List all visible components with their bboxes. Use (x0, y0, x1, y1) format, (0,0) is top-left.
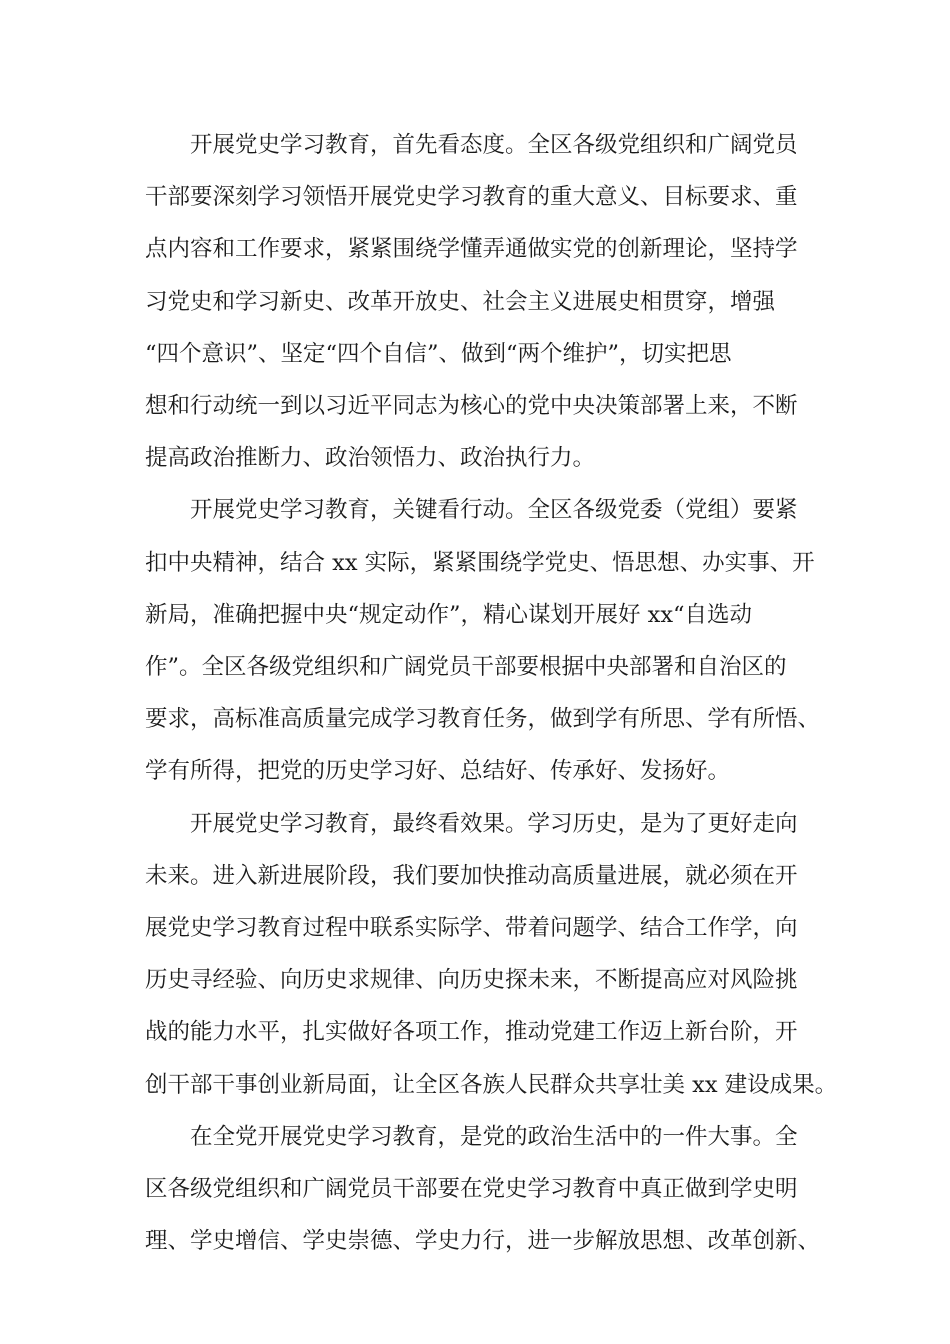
text-line: 作”。全区各级党组织和广阔党员干部要根据中央部署和自治区的 (145, 654, 787, 680)
text-line: 干部要深刻学习领悟开展党史学习教育的重大意义、目标要求、重 (145, 184, 798, 211)
text-line: 开展党史学习教育，最终看效果。学习历史，是为了更好走向 (145, 810, 798, 837)
text-line: 展党史学习教育过程中联系实际学、带着问题学、结合工作学，向 (145, 915, 798, 941)
text-line: 历史寻经验、向历史求规律、向历史探未来，不断提高应对风险挑 (145, 967, 798, 994)
text-line: 想和行动统一到以习近平同志为核心的党中央决策部署上来，不断 (145, 393, 798, 419)
text-line: 点内容和工作要求，紧紧围绕学懂弄通做实党的创新理论，坚持学 (145, 236, 798, 263)
text-line: 区各级党组织和广阔党员干部要在党史学习教育中真正做到学史明 (145, 1176, 798, 1202)
text-line: 提高政治推断力、政治领悟力、政治执行力。 (145, 445, 596, 472)
text-line: 开展党史学习教育，关键看行动。全区各级党委（党组）要紧 (145, 497, 798, 524)
text-line: 战的能力水平，扎实做好各项工作，推动党建工作迈上新台阶，开 (145, 1019, 798, 1046)
text-line: 扣中央精神，结合 xx 实际，紧紧围绕学党史、悟思想、办实事、开 (145, 549, 815, 576)
text-line: 在全党开展党史学习教育，是党的政治生活中的一件大事。全 (145, 1123, 798, 1150)
text-line: “四个意识”、坚定“四个自信”、做到“两个维护”，切实把思 (145, 340, 732, 367)
text-line: 未来。进入新进展阶段，我们要加快推动高质量进展，就必须在开 (145, 862, 798, 889)
text-line: 新局，准确把握中央“规定动作”，精心谋划开展好 xx“自选动 (145, 601, 753, 628)
text-line: 创干部干事创业新局面，让全区各族人民群众共享壮美 xx 建设成果。 (145, 1071, 838, 1098)
text-line: 学有所得，把党的历史学习好、总结好、传承好、发扬好。 (145, 758, 731, 785)
text-line: 开展党史学习教育，首先看态度。全区各级党组织和广阔党员 (145, 132, 798, 158)
text-line: 理、学史增信、学史崇德、学史力行，进一步解放思想、改革创新、 (145, 1228, 821, 1255)
text-line: 要求，高标准高质量完成学习教育任务，做到学有所思、学有所悟、 (145, 706, 821, 733)
text-line: 习党史和学习新史、改革开放史、社会主义进展史相贯穿，增强 (145, 288, 776, 315)
